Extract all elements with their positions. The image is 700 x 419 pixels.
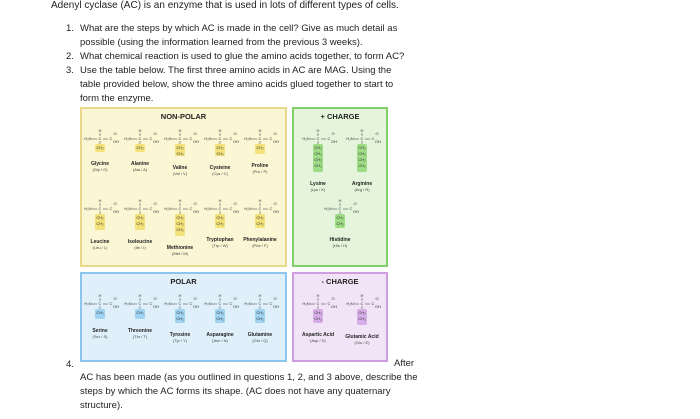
atom-symbol: CH₂ bbox=[256, 145, 264, 150]
atom-symbol: H₂N bbox=[204, 301, 212, 306]
amino-acid-card bbox=[160, 292, 200, 343]
amino-acid-abbreviation: (Cys / C) bbox=[212, 171, 228, 176]
amino-acid-structure bbox=[343, 127, 381, 181]
atom-symbol: O bbox=[113, 296, 117, 301]
atom-symbol: CH₂ bbox=[216, 316, 224, 321]
atom-symbol: OH bbox=[233, 304, 239, 309]
atom-symbol: CH₂ bbox=[96, 215, 104, 220]
atom-symbol: H₂N bbox=[124, 301, 132, 306]
atom-symbol: C bbox=[327, 136, 331, 141]
atom-symbol: H₂N bbox=[204, 136, 212, 141]
atom-symbol: H bbox=[218, 198, 222, 203]
amino-acid-card bbox=[120, 292, 160, 339]
atom-symbol: C bbox=[178, 301, 182, 306]
atom-symbol: H bbox=[138, 198, 142, 203]
atom-symbol: CH₂ bbox=[176, 310, 184, 315]
atom-symbol: H bbox=[138, 128, 142, 133]
atom-symbol: H₂N bbox=[324, 206, 332, 211]
atom-symbol: OH bbox=[233, 209, 239, 214]
question-line: structure). bbox=[80, 400, 123, 411]
amino-acid-card bbox=[342, 292, 382, 345]
atom-symbol: C bbox=[98, 206, 102, 211]
amino-acid-structure bbox=[161, 292, 199, 332]
amino-acid-structure bbox=[161, 127, 199, 165]
atom-symbol: O bbox=[233, 201, 237, 206]
question-line: possible (using the information learned from the previous 3 weeks). bbox=[80, 37, 363, 48]
atom-symbol: CH₂ bbox=[314, 310, 322, 315]
atom-symbol: CH₂ bbox=[136, 310, 144, 315]
amino-acid-abbreviation: (Glu / E) bbox=[354, 340, 370, 345]
amino-acid-name: Aspartic Acid bbox=[301, 332, 335, 338]
amino-acid-name: Proline bbox=[251, 163, 269, 169]
atom-symbol: O bbox=[273, 201, 277, 206]
question-number: 2. bbox=[66, 51, 74, 62]
atom-symbol: C bbox=[371, 136, 375, 141]
amino-acid-abbreviation: (Asn / N) bbox=[212, 338, 228, 343]
atom-symbol: OH bbox=[113, 304, 119, 309]
atom-symbol: C bbox=[109, 206, 113, 211]
atom-symbol: OH bbox=[375, 304, 381, 309]
atom-symbol: C bbox=[327, 301, 331, 306]
atom-symbol: OH bbox=[193, 209, 199, 214]
question-text: What chemical reaction is used to glue the amino acids together, to form AC? bbox=[80, 51, 405, 62]
atom-symbol: H bbox=[138, 293, 142, 298]
amino-acid-name: Leucine bbox=[90, 239, 110, 245]
atom-symbol: C bbox=[349, 206, 353, 211]
amino-acid-card bbox=[120, 127, 160, 172]
atom-symbol: C bbox=[109, 136, 113, 141]
atom-symbol: CH₂ bbox=[176, 145, 184, 150]
atom-symbol: CH₂ bbox=[314, 145, 322, 150]
amino-acid-abbreviation: (Lys / K) bbox=[310, 187, 326, 192]
atom-symbol: C bbox=[371, 301, 375, 306]
atom-symbol: C bbox=[229, 301, 233, 306]
atom-symbol: O bbox=[375, 296, 379, 301]
amino-acid-structure bbox=[241, 197, 279, 237]
amino-acid-card bbox=[80, 127, 120, 172]
atom-symbol: C bbox=[229, 136, 233, 141]
amino-acid-card bbox=[298, 127, 338, 192]
amino-acid-abbreviation: (Val / V) bbox=[172, 171, 188, 176]
atom-symbol: H₂N bbox=[84, 301, 92, 306]
atom-symbol: OH bbox=[331, 304, 337, 309]
atom-symbol: CH₂ bbox=[358, 310, 366, 315]
atom-symbol: CH₂ bbox=[96, 221, 104, 226]
atom-symbol: C bbox=[149, 136, 153, 141]
amino-acid-name: Phenylalanine bbox=[243, 237, 277, 243]
atom-symbol: H₂N bbox=[244, 136, 252, 141]
atom-symbol: H bbox=[258, 128, 262, 133]
atom-symbol: CH₂ bbox=[216, 145, 224, 150]
amino-acid-card bbox=[80, 292, 120, 339]
atom-symbol: H₂N bbox=[124, 136, 132, 141]
amino-acid-structure bbox=[201, 127, 239, 165]
atom-symbol: CH₂ bbox=[256, 221, 264, 226]
amino-acid-name: Asparagine bbox=[206, 332, 234, 338]
atom-symbol: H₂N bbox=[84, 136, 92, 141]
amino-acid-structure bbox=[241, 292, 279, 332]
atom-symbol: C bbox=[218, 206, 222, 211]
amino-acid-structure bbox=[121, 197, 159, 239]
atom-symbol: C bbox=[269, 301, 273, 306]
atom-symbol: CH₂ bbox=[136, 221, 144, 226]
atom-symbol: H bbox=[178, 128, 182, 133]
atom-symbol: H bbox=[98, 198, 102, 203]
amino-acid-structure bbox=[201, 292, 239, 332]
question-line: steps by which the AC forms its shape. (AC does not have any quaternary bbox=[80, 386, 391, 397]
atom-symbol: CH₂ bbox=[136, 215, 144, 220]
atom-symbol: CH₂ bbox=[176, 215, 184, 220]
atom-symbol: OH bbox=[331, 139, 337, 144]
atom-symbol: O bbox=[113, 131, 117, 136]
amino-acid-name: Cysteine bbox=[209, 165, 231, 171]
atom-symbol: CH₂ bbox=[96, 145, 104, 150]
atom-symbol: CH₂ bbox=[256, 215, 264, 220]
atom-symbol: O bbox=[153, 131, 157, 136]
atom-symbol: O bbox=[273, 131, 277, 136]
atom-symbol: C bbox=[178, 136, 182, 141]
atom-symbol: H bbox=[178, 198, 182, 203]
atom-symbol: OH bbox=[375, 139, 381, 144]
positive-charge-title: + CHARGE bbox=[320, 112, 360, 121]
amino-acid-structure bbox=[241, 127, 279, 163]
atom-symbol: C bbox=[138, 136, 142, 141]
atom-symbol: O bbox=[331, 296, 335, 301]
amino-acid-card bbox=[120, 197, 160, 250]
amino-acid-name: Glycine bbox=[90, 161, 110, 167]
amino-acid-structure bbox=[299, 292, 337, 332]
atom-symbol: CH₂ bbox=[176, 151, 184, 156]
atom-symbol: H bbox=[218, 293, 222, 298]
amino-acid-name: Threonine bbox=[127, 328, 153, 334]
question-line: table provided below, show the three amino acids glued together to start to bbox=[80, 79, 394, 90]
atom-symbol: H bbox=[316, 128, 320, 133]
atom-symbol: CH₂ bbox=[96, 310, 104, 315]
question-text bbox=[80, 22, 397, 50]
atom-symbol: OH bbox=[193, 304, 199, 309]
atom-symbol: CH₂ bbox=[256, 310, 264, 315]
atom-symbol: O bbox=[353, 201, 357, 206]
amino-acid-card bbox=[200, 292, 240, 343]
atom-symbol: C bbox=[258, 136, 262, 141]
atom-symbol: C bbox=[189, 206, 193, 211]
atom-symbol: OH bbox=[113, 209, 119, 214]
atom-symbol: C bbox=[360, 301, 364, 306]
atom-symbol: O bbox=[375, 131, 379, 136]
atom-symbol: C bbox=[338, 206, 342, 211]
question-4-number bbox=[66, 358, 78, 372]
atom-symbol: H bbox=[98, 128, 102, 133]
atom-symbol: C bbox=[189, 301, 193, 306]
negative-charge-title: - CHARGE bbox=[321, 277, 359, 286]
amino-acid-card bbox=[200, 127, 240, 176]
amino-acid-name: Glutamine bbox=[247, 332, 273, 338]
amino-acid-structure bbox=[201, 197, 239, 237]
atom-symbol: CH₂ bbox=[216, 151, 224, 156]
atom-symbol: CH₂ bbox=[256, 316, 264, 321]
amino-acid-name: Arginine bbox=[351, 181, 373, 187]
atom-symbol: H bbox=[258, 198, 262, 203]
atom-symbol: H₂N bbox=[164, 301, 172, 306]
atom-symbol: OH bbox=[113, 139, 119, 144]
atom-symbol: H₂N bbox=[204, 206, 212, 211]
atom-symbol: O bbox=[113, 201, 117, 206]
question-line: AC has been made (as you outlined in questions 1, 2, and 3 above, describe the bbox=[80, 372, 418, 383]
atom-symbol: O bbox=[153, 296, 157, 301]
atom-symbol: C bbox=[98, 301, 102, 306]
amino-acid-abbreviation: (Trp / W) bbox=[212, 243, 228, 248]
atom-symbol: C bbox=[316, 136, 320, 141]
atom-symbol: OH bbox=[193, 139, 199, 144]
amino-acid-abbreviation: (His / H) bbox=[332, 243, 348, 248]
amino-acid-name: Histidine bbox=[329, 237, 351, 243]
amino-acid-structure bbox=[121, 127, 159, 161]
amino-acid-structure bbox=[81, 292, 119, 328]
atom-symbol: CH₂ bbox=[358, 151, 366, 156]
question-number: 4. bbox=[66, 359, 74, 370]
amino-acid-abbreviation: (Ile / I) bbox=[134, 245, 146, 250]
atom-symbol: CH₂ bbox=[358, 157, 366, 162]
amino-acid-structure bbox=[321, 197, 359, 237]
atom-symbol: H₂N bbox=[244, 206, 252, 211]
question-2 bbox=[66, 50, 446, 64]
question-4-after: After bbox=[394, 358, 415, 369]
question-line: form the enzyme. bbox=[80, 93, 154, 104]
amino-acid-abbreviation: (Pro / P) bbox=[252, 169, 268, 174]
amino-acid-card bbox=[298, 292, 338, 343]
amino-acid-card bbox=[320, 197, 360, 248]
atom-symbol: C bbox=[109, 301, 113, 306]
atom-symbol: C bbox=[138, 301, 142, 306]
atom-symbol: O bbox=[331, 131, 335, 136]
amino-acid-abbreviation: (Met / M) bbox=[172, 251, 188, 256]
atom-symbol: H₂N bbox=[346, 301, 354, 306]
atom-symbol: H₂N bbox=[164, 206, 172, 211]
atom-symbol: CH₂ bbox=[336, 221, 344, 226]
atom-symbol: OH bbox=[153, 139, 159, 144]
atom-symbol: H₂N bbox=[84, 206, 92, 211]
amino-acid-abbreviation: (Asp / D) bbox=[310, 338, 326, 343]
atom-symbol: O bbox=[233, 296, 237, 301]
amino-acid-card bbox=[160, 197, 200, 256]
atom-symbol: H bbox=[316, 293, 320, 298]
amino-acid-abbreviation: (Ser / S) bbox=[92, 334, 108, 339]
amino-acid-card bbox=[160, 127, 200, 176]
atom-symbol: C bbox=[229, 206, 233, 211]
atom-symbol: C bbox=[98, 136, 102, 141]
atom-symbol: H₂N bbox=[124, 206, 132, 211]
amino-acid-name: Methionine bbox=[166, 245, 194, 251]
positive-charge-panel bbox=[292, 107, 388, 267]
amino-acid-abbreviation: (Gly / G) bbox=[92, 167, 108, 172]
nonpolar-panel bbox=[80, 107, 287, 267]
atom-symbol: C bbox=[138, 206, 142, 211]
amino-acid-structure bbox=[81, 127, 119, 161]
atom-symbol: C bbox=[269, 136, 273, 141]
amino-acid-abbreviation: (Tyr / Y) bbox=[172, 338, 188, 343]
intro-text: Adenyl cyclase (AC) is an enzyme that is used in lots of different types of cells. bbox=[51, 0, 399, 11]
question-line: What are the steps by which AC is made in the cell? Give as much detail as bbox=[80, 23, 398, 34]
amino-acid-card bbox=[240, 197, 280, 248]
atom-symbol: OH bbox=[273, 139, 279, 144]
amino-acid-name: Glutamic Acid bbox=[345, 334, 379, 340]
amino-acid-card bbox=[240, 292, 280, 343]
amino-acid-structure bbox=[121, 292, 159, 328]
atom-symbol: O bbox=[193, 131, 197, 136]
amino-acid-name: Serine bbox=[92, 328, 108, 334]
atom-symbol: O bbox=[193, 201, 197, 206]
atom-symbol: O bbox=[193, 296, 197, 301]
atom-symbol: CH₂ bbox=[358, 145, 366, 150]
atom-symbol: CH₂ bbox=[176, 316, 184, 321]
atom-symbol: H bbox=[338, 198, 342, 203]
question-4-text bbox=[80, 371, 450, 413]
atom-symbol: OH bbox=[233, 139, 239, 144]
atom-symbol: H₂N bbox=[244, 301, 252, 306]
amino-acid-abbreviation: (Ala / A) bbox=[132, 167, 148, 172]
negative-charge-panel bbox=[292, 272, 388, 362]
atom-symbol: OH bbox=[273, 304, 279, 309]
atom-symbol: H bbox=[218, 128, 222, 133]
amino-acid-abbreviation: (Gln / Q) bbox=[252, 338, 268, 343]
question-number: 3. bbox=[66, 65, 74, 76]
amino-acid-name: Alanine bbox=[130, 161, 150, 167]
atom-symbol: H₂N bbox=[346, 136, 354, 141]
amino-acid-name: Valine bbox=[172, 165, 188, 171]
question-text bbox=[80, 64, 393, 106]
question-number: 1. bbox=[66, 23, 74, 34]
atom-symbol: H bbox=[360, 293, 364, 298]
amino-acid-name: Tryptophan bbox=[206, 237, 234, 243]
amino-acid-structure bbox=[299, 127, 337, 181]
atom-symbol: C bbox=[189, 136, 193, 141]
nonpolar-title: NON-POLAR bbox=[160, 112, 207, 121]
atom-symbol: O bbox=[233, 131, 237, 136]
amino-acid-name: Lysine bbox=[310, 181, 326, 187]
atom-symbol: C bbox=[258, 301, 262, 306]
amino-acid-card bbox=[240, 127, 280, 174]
atom-symbol: OH bbox=[153, 304, 159, 309]
amino-acid-card bbox=[342, 127, 382, 192]
amino-acid-abbreviation: (Thr / T) bbox=[132, 334, 148, 339]
question-3 bbox=[66, 64, 446, 106]
atom-symbol: C bbox=[258, 206, 262, 211]
atom-symbol: H₂N bbox=[164, 136, 172, 141]
atom-symbol: OH bbox=[153, 209, 159, 214]
atom-symbol: H₂N bbox=[302, 301, 310, 306]
atom-symbol: CH₂ bbox=[314, 316, 322, 321]
question-line: Use the table below. The first three amino acids in AC are MAG. Using the bbox=[80, 65, 392, 76]
atom-symbol: O bbox=[273, 296, 277, 301]
atom-symbol: CH₂ bbox=[314, 163, 322, 168]
amino-acid-structure bbox=[343, 292, 381, 334]
amino-acid-structure bbox=[161, 197, 199, 245]
atom-symbol: C bbox=[178, 206, 182, 211]
atom-symbol: CH₂ bbox=[176, 227, 184, 232]
atom-symbol: CH₂ bbox=[358, 163, 366, 168]
amino-acid-abbreviation: (Leu / L) bbox=[92, 245, 108, 250]
amino-acid-structure bbox=[81, 197, 119, 239]
polar-panel bbox=[80, 272, 287, 362]
atom-symbol: CH₂ bbox=[176, 221, 184, 226]
atom-symbol: H bbox=[360, 128, 364, 133]
atom-symbol: C bbox=[360, 136, 364, 141]
atom-symbol: CH₂ bbox=[136, 145, 144, 150]
amino-acid-card bbox=[80, 197, 120, 250]
atom-symbol: C bbox=[269, 206, 273, 211]
atom-symbol: OH bbox=[353, 209, 359, 214]
atom-symbol: H bbox=[178, 293, 182, 298]
atom-symbol: H bbox=[258, 293, 262, 298]
amino-acid-table bbox=[80, 107, 391, 362]
atom-symbol: CH₂ bbox=[216, 215, 224, 220]
atom-symbol: C bbox=[149, 206, 153, 211]
atom-symbol: H₂N bbox=[302, 136, 310, 141]
atom-symbol: C bbox=[218, 136, 222, 141]
atom-symbol: CH₂ bbox=[358, 316, 366, 321]
amino-acid-card bbox=[200, 197, 240, 248]
atom-symbol: CH₂ bbox=[216, 221, 224, 226]
atom-symbol: O bbox=[153, 201, 157, 206]
atom-symbol: OH bbox=[273, 209, 279, 214]
atom-symbol: H bbox=[98, 293, 102, 298]
atom-symbol: CH₂ bbox=[314, 157, 322, 162]
atom-symbol: C bbox=[218, 301, 222, 306]
amino-acid-abbreviation: (Phe / F) bbox=[252, 243, 268, 248]
atom-symbol: CH₂ bbox=[216, 310, 224, 315]
atom-symbol: C bbox=[316, 301, 320, 306]
atom-symbol: C bbox=[149, 301, 153, 306]
question-1 bbox=[66, 22, 446, 50]
polar-title: POLAR bbox=[170, 277, 197, 286]
amino-acid-name: Tyrosine bbox=[169, 332, 191, 338]
atom-symbol: CH₂ bbox=[336, 215, 344, 220]
amino-acid-abbreviation: (Arg / R) bbox=[354, 187, 370, 192]
amino-acid-name: Isoleucine bbox=[127, 239, 153, 245]
atom-symbol: CH₂ bbox=[314, 151, 322, 156]
